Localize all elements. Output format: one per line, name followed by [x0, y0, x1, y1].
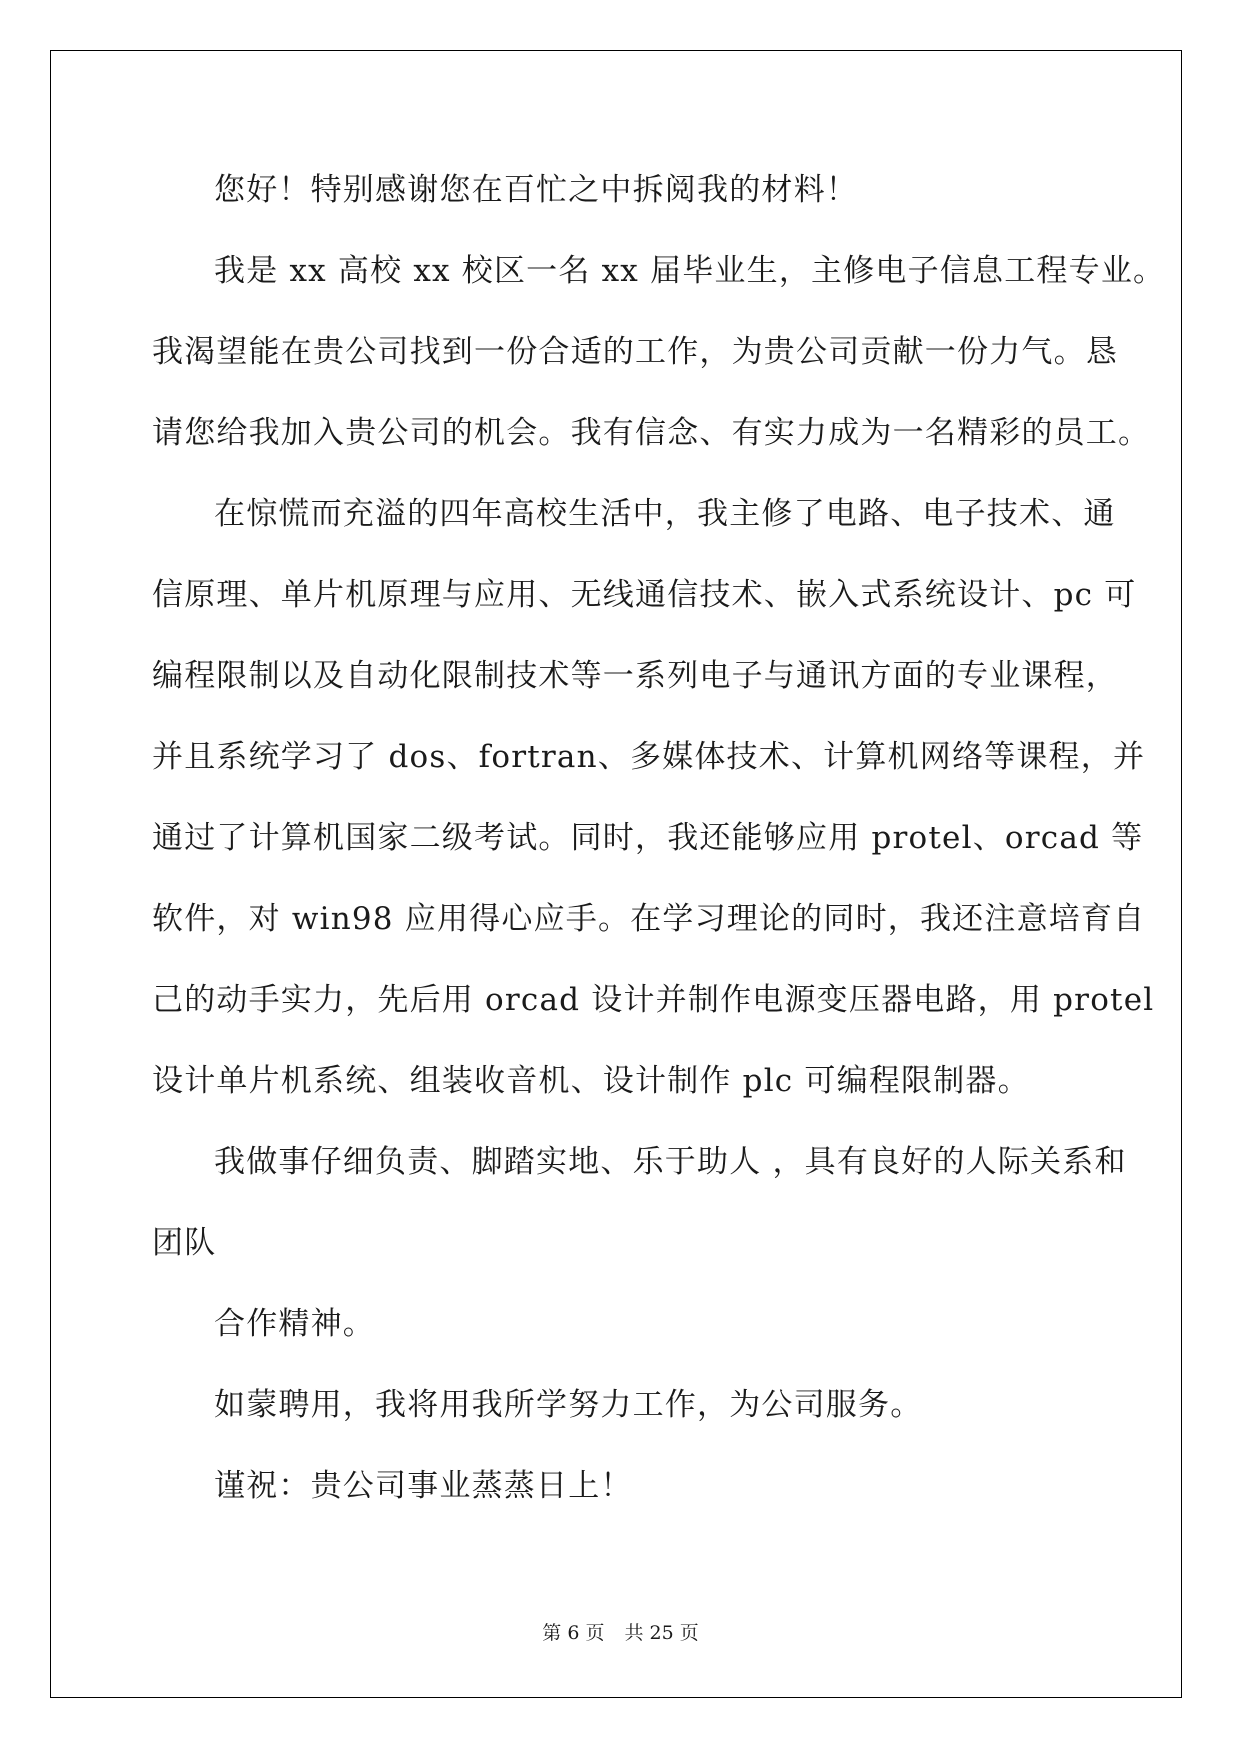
page-footer	[0, 1620, 1241, 1646]
body-line-17: 谨祝：贵公司事业蒸蒸日上！	[214, 1468, 633, 1504]
body-line-16: 如蒙聘用，我将用我所学努力工作，为公司服务。	[214, 1387, 923, 1423]
letter-body	[152, 160, 1166, 1537]
page-number: 第 6 页	[542, 1622, 605, 1644]
body-line-7: 编程限制以及自动化限制技术等一系列电子与通讯方面的专业课程，	[152, 658, 1118, 694]
body-line-5: 在惊慌而充溢的四年高校生活中，我主修了电路、电子技术、通	[214, 496, 1116, 532]
body-line-12: 设计单片机系统、组装收音机、设计制作 plc 可编程限制器。	[152, 1063, 1030, 1099]
body-line-9: 通过了计算机国家二级考试。同时，我还能够应用 protel、orcad 等	[152, 820, 1144, 856]
body-line-15: 合作精神。	[214, 1306, 375, 1342]
body-line-2: 我是 xx 高校 xx 校区一名 xx 届毕业生，主修电子信息工程专业。	[214, 253, 1166, 289]
body-line-4: 请您给我加入贵公司的机会。我有信念、有实力成为一名精彩的员工。	[152, 415, 1151, 451]
body-line-1: 您好！特别感谢您在百忙之中拆阅我的材料！	[214, 172, 858, 208]
body-line-10: 软件，对 win98 应用得心应手。在学习理论的同时，我还注意培育自	[152, 901, 1146, 937]
body-line-13: 我做事仔细负责、脚踏实地、乐于助人 ，具有良好的人际关系和	[214, 1144, 1127, 1180]
body-line-3: 我渴望能在贵公司找到一份合适的工作，为贵公司贡献一份力气。恳	[152, 334, 1118, 370]
page-total: 共 25 页	[624, 1622, 699, 1644]
body-line-6: 信原理、单片机原理与应用、无线通信技术、嵌入式系统设计、pc 可	[152, 577, 1137, 613]
body-line-8: 并且系统学习了 dos、fortran、多媒体技术、计算机网络等课程，并	[152, 739, 1146, 775]
body-line-14: 团队	[152, 1225, 217, 1261]
body-line-11: 己的动手实力，先后用 orcad 设计并制作电源变压器电路，用 protel	[152, 982, 1155, 1018]
